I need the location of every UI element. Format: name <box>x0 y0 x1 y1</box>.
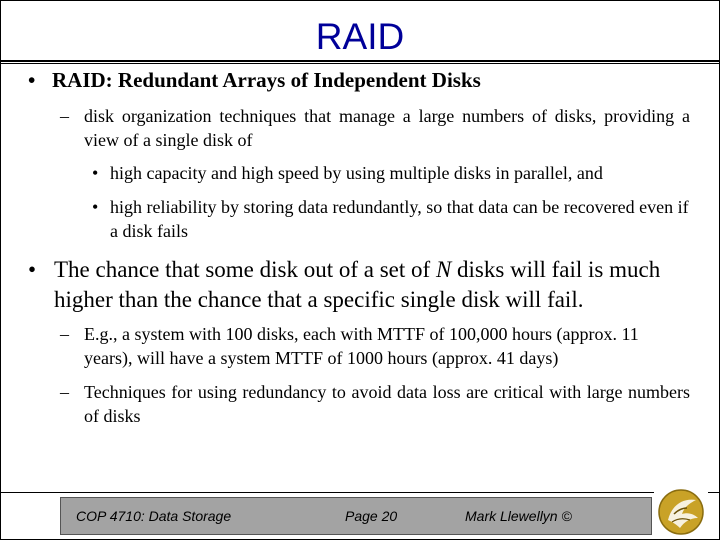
footer-page-number: Page 20 <box>345 508 398 524</box>
bullet-text: RAID: Redundant Arrays of Independent Disks <box>52 68 481 92</box>
slide-title: RAID <box>315 16 405 57</box>
footer-author: Mark Llewellyn © <box>465 508 572 524</box>
bullet-text-italic: N <box>435 257 452 282</box>
bullet-text-pre: The chance that some disk out of a set of <box>54 257 436 282</box>
bullet-marker: • <box>28 68 36 92</box>
bullet-raid-definition <box>28 68 481 93</box>
third-bullet-text: high capacity and high speed by using multiple disks in parallel, and <box>110 163 603 183</box>
bullet-text <box>54 255 702 315</box>
dash-marker: – <box>60 382 69 402</box>
sub-bullet-text: Techniques for using redundancy to avoid data loss are critical with large numbers of disks <box>84 382 690 426</box>
bullet-marker: • <box>28 257 37 282</box>
footer-divider <box>0 492 720 493</box>
dash-marker: – <box>60 106 69 126</box>
ucf-pegasus-logo-icon <box>654 484 708 538</box>
bullet-marker: • <box>92 163 99 183</box>
third-bullet-text: high reliability by storing data redundantly, so that data can be recovered even if a disk fails <box>110 197 689 241</box>
bullet-text-post: disks will fail is much higher than the chance that a specific single disk will fail. <box>54 257 661 312</box>
sub-bullet-text: disk organization techniques that manage a large numbers of disks, providing a view of a single disk of <box>84 106 690 150</box>
title-divider-thin <box>0 63 720 64</box>
dash-marker: – <box>60 324 69 344</box>
footer-course: COP 4710: Data Storage <box>76 508 232 524</box>
sub-bullet-text: E.g., a system with 100 disks, each with MTTF of 100,000 hours (approx. 11 years), will have a system MTTF of 1000 hours (approx. 41 days) <box>84 324 639 368</box>
title-divider <box>0 60 720 62</box>
bullet-marker: • <box>92 197 99 217</box>
